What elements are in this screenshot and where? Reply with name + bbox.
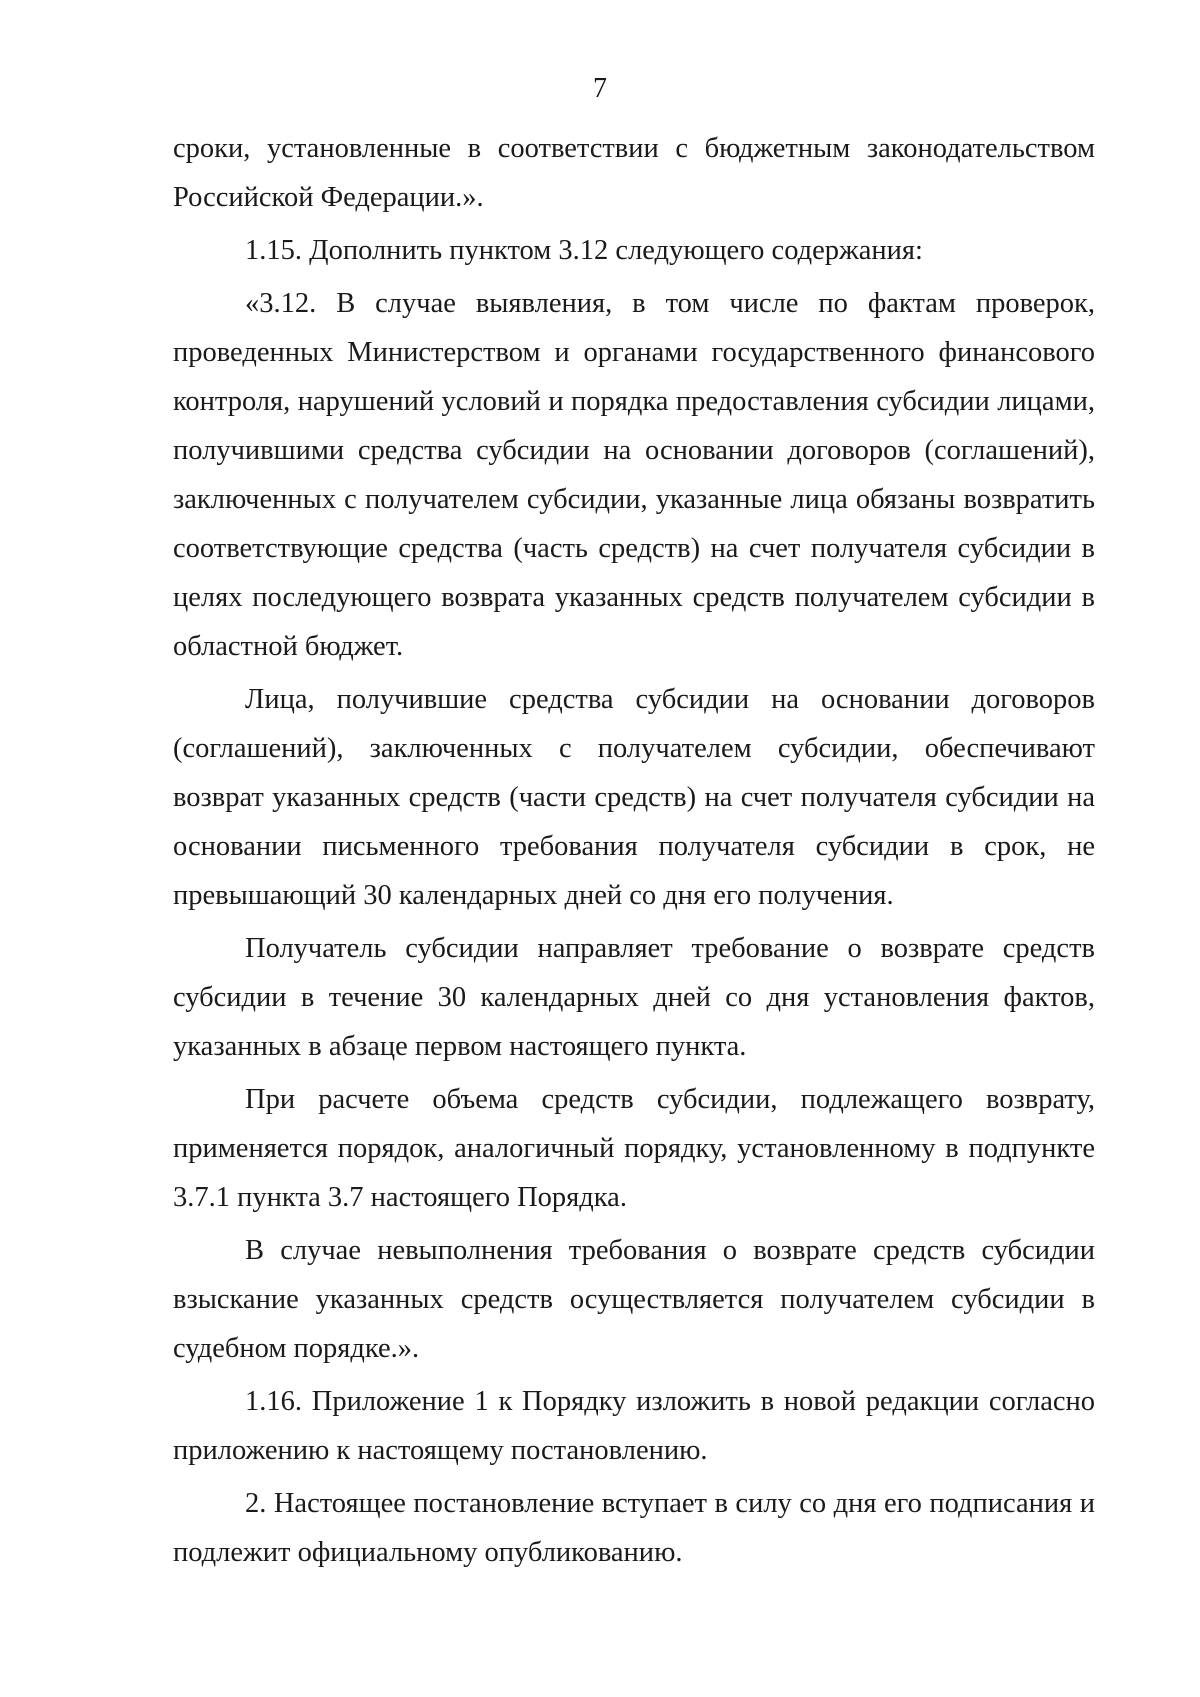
paragraph-clause-3-12: «3.12. В случае выявления, в том числе по фактам проверок, проведенных Министерством и органами государственного финансового контроля, нарушений условий и порядка предоставления субсидии лицами, получившими средства субсидии на основании договоров (соглашений), заключенных с получателем субсидии, указанные лица обязаны возвратить соответствующие средства (часть средств) на счет получателя субсидии в целях последующего возврата указанных средств получателем субсидии в областной бюджет. (173, 288, 1095, 662)
paragraph-recipients-return: Лица, получившие средства субсидии на основании договоров (соглашений), заключенных с получателем субсидии, обеспечивают возврат указанных средств (части средств) на счет получателя субсидии на основании письменного требования получателя субсидии в срок, не превышающий 30 календарных дней со дня его получения. (173, 684, 1095, 911)
paragraph-court-recovery: В случае невыполнения требования о возврате средств субсидии взыскание указанных средств осуществляется получателем субсидии в судебном порядке.». (173, 1235, 1095, 1364)
document-body (173, 124, 1095, 1581)
paragraph-calculation: При расчете объема средств субсидии, подлежащего возврату, применяется порядок, аналогичный порядку, установленному в подпункте 3.7.1 пункта 3.7 настоящего Порядка. (173, 1084, 1095, 1213)
paragraph-item-1-15: 1.15. Дополнить пунктом 3.12 следующего содержания: (245, 235, 923, 266)
paragraph-continuation: сроки, установленные в соответствии с бюджетным законодательством Российской Федерации.». (173, 133, 1095, 213)
paragraph-item-1-16: 1.16. Приложение 1 к Порядку изложить в новой редакции согласно приложению к настоящему постановлению. (173, 1386, 1095, 1466)
page-number: 7 (593, 73, 607, 104)
paragraph-item-2: 2. Настоящее постановление вступает в силу со дня его подписания и подлежит официальному опубликованию. (173, 1488, 1095, 1568)
paragraph-demand-deadline: Получатель субсидии направляет требование о возврате средств субсидии в течение 30 календарных дней со дня установления фактов, указанных в абзаце первом настоящего пункта. (173, 933, 1095, 1062)
